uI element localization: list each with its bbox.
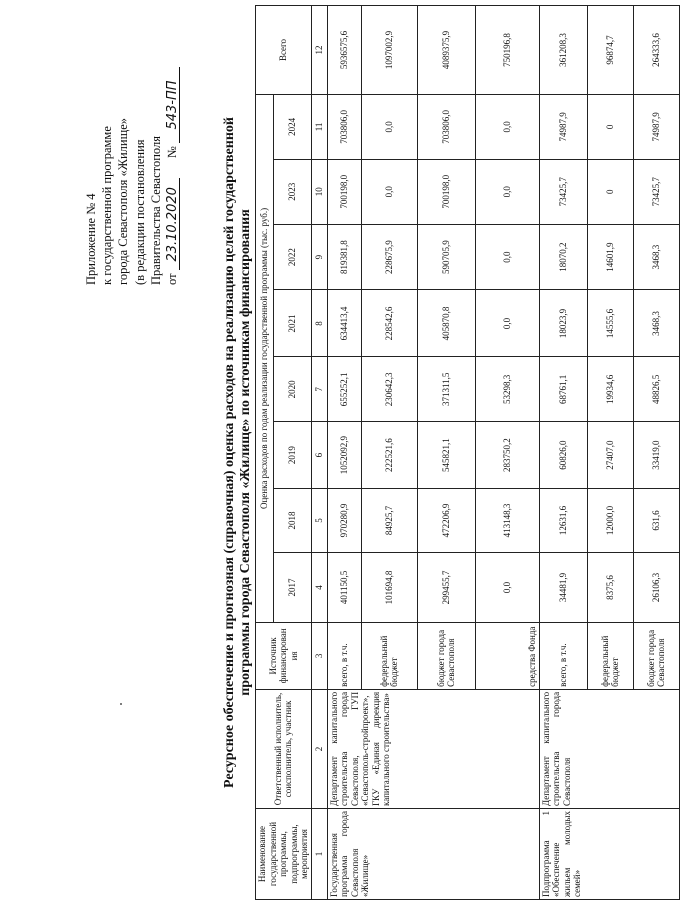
value-cell: 655252,1 — [327, 357, 361, 422]
column-number: 2 — [311, 689, 327, 808]
total-cell: 750196,8 — [475, 6, 539, 95]
value-cell: 700198,0 — [417, 159, 475, 224]
value-cell: 68761,1 — [539, 357, 587, 422]
value-cell: 0,0 — [475, 95, 539, 160]
value-cell: 222521,6 — [361, 422, 417, 489]
value-cell: 73425,7 — [633, 159, 679, 224]
funding-source-cell: всего, в т.ч. — [327, 622, 361, 689]
value-cell: 228542,6 — [361, 290, 417, 357]
header-year: 2019 — [274, 422, 311, 489]
value-cell: 228675,9 — [361, 224, 417, 290]
from-label: от — [165, 273, 180, 285]
value-cell: 14601,9 — [587, 224, 633, 290]
header-year: 2020 — [274, 357, 311, 422]
column-number: 4 — [311, 552, 327, 622]
value-cell: 401150,5 — [327, 552, 361, 622]
header-year: 2024 — [274, 95, 311, 160]
value-cell: 14555,6 — [587, 290, 633, 357]
column-number: 8 — [311, 290, 327, 357]
annex-date-line — [164, 15, 180, 285]
column-number: 11 — [311, 95, 327, 160]
value-cell: 283750,2 — [475, 422, 539, 489]
column-number: 12 — [311, 6, 327, 95]
executor-cell: Департамент капитального строительства города Севастополя, ГУП «Севастополь-стройпроект», ГКУ «Единая дирекция капитального строительства» — [327, 689, 539, 808]
program-name-cell: Подпрограмма 1 «Обеспечение жильем молодых семей» — [539, 809, 679, 900]
handwritten-number: 543-ПП — [166, 67, 180, 143]
funding-source-cell: средства Фонда — [475, 622, 539, 689]
value-cell: 371311,5 — [417, 357, 475, 422]
header-executor: Ответственный исполнитель, соисполнитель, участник — [256, 689, 312, 808]
value-cell: 12631,6 — [539, 489, 587, 553]
value-cell: 60826,0 — [539, 422, 587, 489]
annex-line: Приложение № 4 — [84, 193, 98, 285]
value-cell: 48826,5 — [633, 357, 679, 422]
column-number: 3 — [311, 622, 327, 689]
value-cell: 631,6 — [633, 489, 679, 553]
value-cell: 703806,0 — [417, 95, 475, 160]
value-cell: 413148,3 — [475, 489, 539, 553]
funding-source-cell: бюджет города Севастополя — [417, 622, 475, 689]
value-cell: 84925,7 — [361, 489, 417, 553]
annex-line: города Севастополя «Жилище» — [116, 117, 131, 285]
value-cell: 0,0 — [475, 159, 539, 224]
value-cell: 3468,3 — [633, 290, 679, 357]
value-cell: 18070,2 — [539, 224, 587, 290]
table-row — [327, 6, 361, 900]
value-cell: 0,0 — [475, 552, 539, 622]
value-cell: 19934,6 — [587, 357, 633, 422]
header-estimate: Оценка расходов по годам реализации государственной программы (тыс. руб.) — [256, 95, 274, 623]
value-cell: 472206,9 — [417, 489, 475, 553]
value-cell: 33419,0 — [633, 422, 679, 489]
column-number: 6 — [311, 422, 327, 489]
value-cell: 819381,8 — [327, 224, 361, 290]
value-cell: 53298,3 — [475, 357, 539, 422]
value-cell: 590705,9 — [417, 224, 475, 290]
value-cell: 74987,9 — [633, 95, 679, 160]
value-cell: 26106,3 — [633, 552, 679, 622]
header-year: 2023 — [274, 159, 311, 224]
document-title — [222, 0, 254, 905]
scan-speck — [120, 703, 122, 705]
value-cell: 3468,3 — [633, 224, 679, 290]
value-cell: 700198,0 — [327, 159, 361, 224]
annex-line: к государственной программе — [100, 126, 115, 285]
value-cell: 230642,3 — [361, 357, 417, 422]
value-cell: 0,0 — [361, 159, 417, 224]
total-cell: 5936575,6 — [327, 6, 361, 95]
title-line: программы города Севастополя «Жилище» по источникам финансирования — [238, 209, 253, 696]
annex-line: Правительства Севастополя — [148, 136, 163, 285]
value-cell: 101694,8 — [361, 552, 417, 622]
executor-cell: Департамент капитального строительства города Севастополя — [539, 689, 679, 808]
value-cell: 1052092,9 — [327, 422, 361, 489]
total-cell: 264333,6 — [633, 6, 679, 95]
value-cell: 0,0 — [475, 224, 539, 290]
funding-source-cell: федеральный бюджет — [361, 622, 417, 689]
value-cell: 0,0 — [361, 95, 417, 160]
column-number: 1 — [311, 809, 327, 900]
value-cell: 18023,9 — [539, 290, 587, 357]
funding-source-cell: всего, в т.ч. — [539, 622, 587, 689]
header-year: 2017 — [274, 552, 311, 622]
value-cell: 0,0 — [475, 290, 539, 357]
header-year: 2022 — [274, 224, 311, 290]
header-total: Всего — [256, 6, 312, 95]
column-number: 5 — [311, 489, 327, 553]
value-cell: 405870,8 — [417, 290, 475, 357]
value-cell: 27407,0 — [587, 422, 633, 489]
value-cell: 703806,0 — [327, 95, 361, 160]
header-year: 2021 — [274, 290, 311, 357]
value-cell: 299455,7 — [417, 552, 475, 622]
program-name-cell: Государственная программа города Севастополя «Жилище» — [327, 809, 539, 900]
number-label: № — [165, 146, 180, 159]
value-cell: 8375,6 — [587, 552, 633, 622]
total-cell: 4089375,9 — [417, 6, 475, 95]
funding-source-cell: бюджет города Севастополя — [633, 622, 679, 689]
column-number: 10 — [311, 159, 327, 224]
total-cell: 361208,3 — [539, 6, 587, 95]
funding-source-cell: федеральный бюджет — [587, 622, 633, 689]
handwritten-date: 23.10.2020 — [166, 178, 180, 270]
value-cell: 34481,9 — [539, 552, 587, 622]
value-cell: 0 — [587, 159, 633, 224]
value-cell: 0 — [587, 95, 633, 160]
title-line: Ресурсное обеспечение и прогнозная (справочная) оценка расходов на реализацию целей государственной — [222, 117, 237, 788]
total-cell: 1097002,9 — [361, 6, 417, 95]
value-cell: 12000,0 — [587, 489, 633, 553]
header-funding-source: Источник финансирован ия — [256, 622, 312, 689]
value-cell: 73425,7 — [539, 159, 587, 224]
column-number: 7 — [311, 357, 327, 422]
value-cell: 74987,9 — [539, 95, 587, 160]
column-number-row — [311, 6, 327, 900]
header-program-name: Наименование государственной программы, подпрограммы, мероприятия — [256, 809, 312, 900]
value-cell: 545821,1 — [417, 422, 475, 489]
table-row — [539, 6, 587, 900]
column-number: 9 — [311, 224, 327, 290]
total-cell: 96874,7 — [587, 6, 633, 95]
value-cell: 970280,9 — [327, 489, 361, 553]
annex-block — [83, 15, 180, 285]
annex-line: (в редакции постановления — [132, 139, 147, 285]
funding-table — [255, 5, 680, 900]
value-cell: 634413,4 — [327, 290, 361, 357]
header-year: 2018 — [274, 489, 311, 553]
